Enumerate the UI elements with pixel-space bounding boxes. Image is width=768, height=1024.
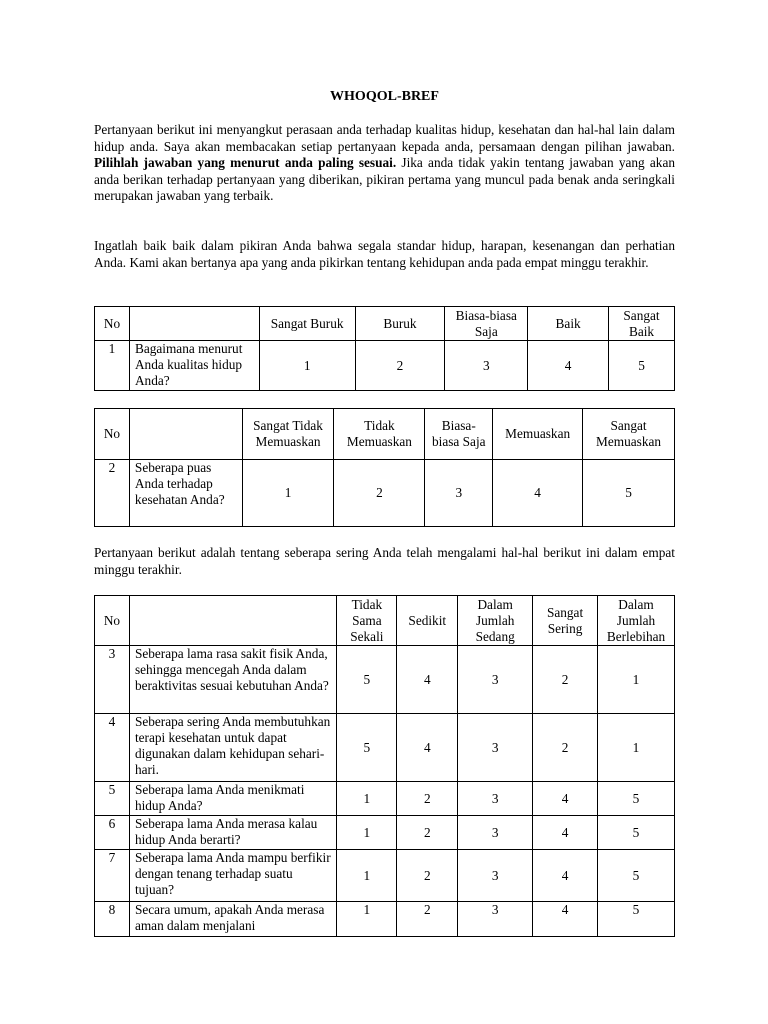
header-cell <box>129 596 336 646</box>
header-cell: Biasa-biasa Saja <box>425 409 493 460</box>
reminder-paragraph: Ingatlah baik baik dalam pikiran Anda bahwa segala standar hidup, harapan, kesenangan dan perhatian Anda. Kami akan bertanya apa yang anda pikirkan tentang kehidupan anda pada empat minggu terakhir. <box>94 238 675 270</box>
header-cell: Sedikit <box>397 596 458 646</box>
row-number: 4 <box>95 714 130 782</box>
table-row <box>95 646 675 714</box>
answer-option[interactable]: 5 <box>337 646 397 714</box>
answer-option[interactable]: 5 <box>598 816 675 850</box>
row-number: 1 <box>95 341 130 391</box>
table-quality-of-life <box>94 306 675 391</box>
header-cell: Tidak Sama Sekali <box>337 596 397 646</box>
answer-option[interactable]: 5 <box>598 902 675 937</box>
intro-bold-instruction: Pilihlah jawaban yang menurut anda paling sesuai. <box>94 155 397 170</box>
table-header-row <box>95 596 675 646</box>
header-cell: No <box>95 409 130 460</box>
document-title: WHOQOL-BREF <box>330 89 439 104</box>
table-row <box>95 341 675 391</box>
answer-option[interactable]: 3 <box>458 850 533 902</box>
table-health-satisfaction <box>94 408 675 527</box>
table-row <box>95 714 675 782</box>
header-cell: Sangat Tidak Memuaskan <box>242 409 334 460</box>
question-cell: Seberapa lama Anda mampu berfikir dengan tenang terhadap suatu tujuan? <box>129 850 336 902</box>
answer-option[interactable]: 4 <box>533 782 598 816</box>
header-cell: Baik <box>528 307 609 341</box>
answer-option[interactable]: 2 <box>533 714 598 782</box>
table-header-row <box>95 307 675 341</box>
table-header-row <box>95 409 675 460</box>
answer-option[interactable]: 3 <box>458 714 533 782</box>
answer-option[interactable]: 1 <box>337 902 397 937</box>
answer-option[interactable]: 1 <box>598 646 675 714</box>
section2-intro-paragraph: Pertanyaan berikut adalah tentang seberapa sering Anda telah mengalami hal-hal berikut ini dalam empat minggu terakhir. <box>94 545 675 577</box>
answer-option[interactable]: 4 <box>493 460 583 527</box>
table-row <box>95 816 675 850</box>
answer-option[interactable]: 3 <box>458 782 533 816</box>
header-cell: Sangat Memuaskan <box>583 409 675 460</box>
answer-option[interactable]: 4 <box>533 902 598 937</box>
question-cell: Seberapa lama Anda menikmati hidup Anda? <box>129 782 336 816</box>
question-cell: Seberapa lama rasa sakit fisik Anda, sehingga mencegah Anda dalam beraktivitas sesuai kebutuhan Anda? <box>129 646 336 714</box>
answer-option[interactable]: 1 <box>598 714 675 782</box>
header-cell: No <box>95 307 130 341</box>
question-cell: Seberapa puas Anda terhadap kesehatan Anda? <box>129 460 242 527</box>
answer-option[interactable]: 3 <box>445 341 528 391</box>
answer-option[interactable]: 2 <box>397 902 458 937</box>
intro-text-1: Pertanyaan berikut ini menyangkut perasaan anda terhadap kualitas hidup, kesehatan dan hal-hal lain dalam hidup anda. Saya akan membacakan setiap pertanyaan kepada anda, persamaan dengan pilihan jawaban. <box>94 122 675 154</box>
header-cell: No <box>95 596 130 646</box>
answer-option[interactable]: 1 <box>242 460 334 527</box>
table-row <box>95 460 675 527</box>
question-cell: Secara umum, apakah Anda merasa aman dalam menjalani <box>129 902 336 937</box>
answer-option[interactable]: 4 <box>397 646 458 714</box>
answer-option[interactable]: 5 <box>598 782 675 816</box>
header-cell: Tidak Memuaskan <box>334 409 425 460</box>
answer-option[interactable]: 4 <box>528 341 609 391</box>
answer-option[interactable]: 2 <box>397 782 458 816</box>
header-cell: Memuaskan <box>493 409 583 460</box>
answer-option[interactable]: 4 <box>397 714 458 782</box>
answer-option[interactable]: 3 <box>425 460 493 527</box>
question-cell: Seberapa lama Anda merasa kalau hidup Anda berarti? <box>129 816 336 850</box>
row-number: 7 <box>95 850 130 902</box>
answer-option[interactable]: 1 <box>337 782 397 816</box>
intro-text-2: Jika anda tidak yakin tentang jawaban yang akan anda berikan terhadap pertanyaan yang diberikan, pikiran pertama yang muncul pada benak anda seringkali merupakan jawaban yang terbaik. <box>94 155 676 203</box>
answer-option[interactable]: 5 <box>598 850 675 902</box>
answer-option[interactable]: 5 <box>609 341 675 391</box>
header-cell: Sangat Buruk <box>259 307 355 341</box>
intro-paragraph <box>94 122 675 205</box>
answer-option[interactable]: 5 <box>337 714 397 782</box>
row-number: 5 <box>95 782 130 816</box>
answer-option[interactable]: 2 <box>334 460 425 527</box>
table-row <box>95 850 675 902</box>
header-cell <box>129 409 242 460</box>
answer-option[interactable]: 2 <box>397 850 458 902</box>
header-cell <box>129 307 259 341</box>
question-cell: Seberapa sering Anda membutuhkan terapi kesehatan untuk dapat digunakan dalam kehidupan sehari-hari. <box>129 714 336 782</box>
answer-option[interactable]: 3 <box>458 902 533 937</box>
table-row <box>95 902 675 937</box>
answer-option[interactable]: 2 <box>533 646 598 714</box>
answer-option[interactable]: 4 <box>533 816 598 850</box>
answer-option[interactable]: 1 <box>337 850 397 902</box>
header-cell: Biasa-biasa Saja <box>445 307 528 341</box>
question-cell: Bagaimana menurut Anda kualitas hidup Anda? <box>129 341 259 391</box>
row-number: 8 <box>95 902 130 937</box>
table-row <box>95 782 675 816</box>
answer-option[interactable]: 1 <box>337 816 397 850</box>
header-cell: Buruk <box>355 307 445 341</box>
table-frequency <box>94 595 675 937</box>
answer-option[interactable]: 2 <box>355 341 445 391</box>
header-cell: Sangat Baik <box>609 307 675 341</box>
header-cell: Dalam Jumlah Berlebihan <box>598 596 675 646</box>
answer-option[interactable]: 2 <box>397 816 458 850</box>
header-cell: Sangat Sering <box>533 596 598 646</box>
answer-option[interactable]: 5 <box>583 460 675 527</box>
row-number: 3 <box>95 646 130 714</box>
answer-option[interactable]: 1 <box>259 341 355 391</box>
answer-option[interactable]: 4 <box>533 850 598 902</box>
header-cell: Dalam Jumlah Sedang <box>458 596 533 646</box>
answer-option[interactable]: 3 <box>458 646 533 714</box>
answer-option[interactable]: 3 <box>458 816 533 850</box>
row-number: 6 <box>95 816 130 850</box>
row-number: 2 <box>95 460 130 527</box>
